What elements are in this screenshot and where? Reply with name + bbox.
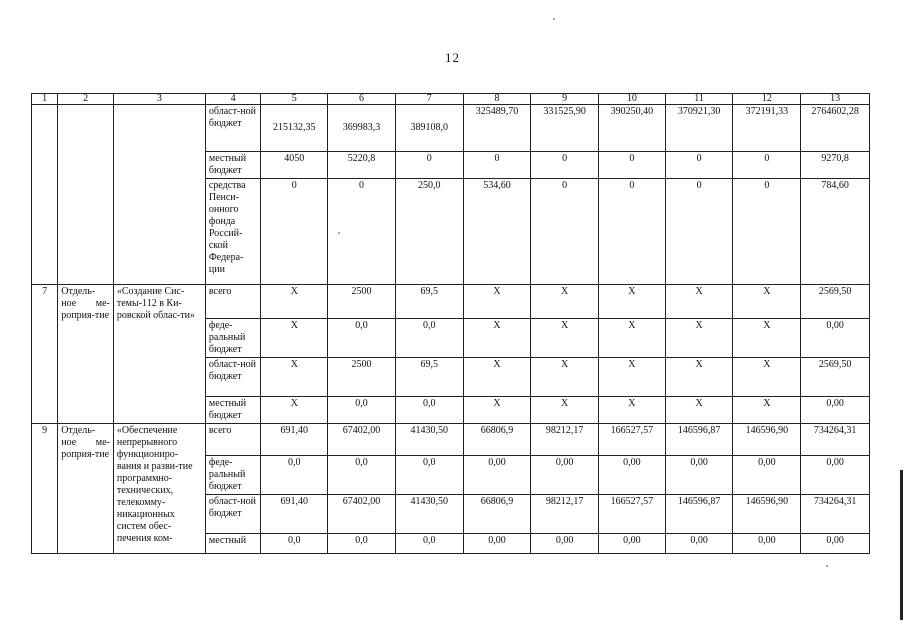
value-cell: 0,00	[599, 534, 666, 554]
value-cell: 4050	[261, 152, 328, 179]
value-cell: 0,0	[328, 534, 396, 554]
value-cell: 0,00	[463, 456, 531, 495]
table-row	[32, 285, 870, 319]
value-cell: X	[599, 358, 666, 397]
value-cell: 0,00	[665, 534, 733, 554]
event-type-cell	[58, 105, 114, 285]
column-header: 12	[733, 94, 801, 105]
column-header: 10	[599, 94, 666, 105]
row-number-cell	[32, 105, 58, 285]
funding-source-cell: средства Пенси-онного фонда Россий-ской Федера-ции	[205, 179, 261, 285]
funding-source-cell: феде-ральный бюджет	[205, 456, 261, 495]
value-cell: 2764602,28	[801, 105, 870, 152]
value-cell: X	[733, 397, 801, 424]
event-name-cell	[113, 105, 205, 285]
funding-source-cell: феде-ральный бюджет	[205, 319, 261, 358]
row-number-cell: 7	[32, 285, 58, 424]
scan-speck	[826, 565, 828, 567]
column-header: 8	[463, 94, 531, 105]
value-cell: 0	[531, 179, 599, 285]
value-cell: 67402,00	[328, 495, 396, 534]
value-cell: 0,00	[463, 534, 531, 554]
column-header: 6	[328, 94, 396, 105]
funding-source-cell: местный	[205, 534, 261, 554]
value-cell: 2569,50	[801, 358, 870, 397]
value-cell: 9270,8	[801, 152, 870, 179]
value-cell: 325489,70	[463, 105, 531, 152]
funding-source-cell: местный бюджет	[205, 152, 261, 179]
value-cell: 0	[733, 179, 801, 285]
value-cell: X	[665, 397, 733, 424]
value-cell: 2500	[328, 358, 396, 397]
column-header: 9	[531, 94, 599, 105]
value-cell: 67402,00	[328, 424, 396, 456]
value-cell: 98212,17	[531, 424, 599, 456]
value-cell: 146596,90	[733, 495, 801, 534]
value-cell: 369983,3	[328, 105, 396, 152]
value-cell: 0	[531, 152, 599, 179]
value-cell: X	[665, 319, 733, 358]
value-cell: 0,00	[531, 456, 599, 495]
value-cell: X	[261, 319, 328, 358]
value-cell: 215132,35	[261, 105, 328, 152]
value-cell: X	[261, 358, 328, 397]
value-cell: 0	[328, 179, 396, 285]
event-name-cell: «Обеспечение непрерывного функциониро-вания и разви-тие программно-технических, телекомму-никационных систем обес-печения ком-	[113, 424, 205, 554]
value-cell: X	[463, 397, 531, 424]
value-cell: 0,00	[801, 534, 870, 554]
value-cell: X	[261, 285, 328, 319]
funding-source-cell: област-ной бюджет	[205, 105, 261, 152]
value-cell: X	[665, 285, 733, 319]
value-cell: 250,0	[395, 179, 463, 285]
value-cell: X	[733, 319, 801, 358]
value-cell: X	[463, 285, 531, 319]
column-header: 2	[58, 94, 114, 105]
value-cell: 146596,87	[665, 424, 733, 456]
table-row	[32, 424, 870, 456]
value-cell: 69,5	[395, 358, 463, 397]
column-header: 3	[113, 94, 205, 105]
value-cell: 0	[395, 152, 463, 179]
value-cell: X	[733, 358, 801, 397]
value-cell: 784,60	[801, 179, 870, 285]
value-cell: 534,60	[463, 179, 531, 285]
value-cell: 0	[463, 152, 531, 179]
table-row	[32, 105, 870, 152]
value-cell: 0,00	[733, 456, 801, 495]
value-cell: 0,00	[801, 319, 870, 358]
value-cell: 0,0	[261, 456, 328, 495]
value-cell: X	[531, 397, 599, 424]
value-cell: X	[463, 319, 531, 358]
column-header: 5	[261, 94, 328, 105]
scan-speck	[553, 18, 555, 20]
value-cell: X	[665, 358, 733, 397]
value-cell: X	[531, 358, 599, 397]
value-cell: 66806,9	[463, 495, 531, 534]
value-cell: 69,5	[395, 285, 463, 319]
value-cell: 98212,17	[531, 495, 599, 534]
column-header: 1	[32, 94, 58, 105]
event-name-cell: «Создание Сис-темы-112 в Ки-ровской облас-ти»	[113, 285, 205, 424]
value-cell: 0,00	[801, 456, 870, 495]
row-number-cell: 9	[32, 424, 58, 554]
value-cell: 691,40	[261, 424, 328, 456]
value-cell: X	[599, 397, 666, 424]
value-cell: 0,00	[801, 397, 870, 424]
value-cell: 41430,50	[395, 495, 463, 534]
funding-source-cell: област-ной бюджет	[205, 495, 261, 534]
value-cell: 146596,90	[733, 424, 801, 456]
value-cell: X	[733, 285, 801, 319]
value-cell: X	[531, 319, 599, 358]
value-cell: 0	[261, 179, 328, 285]
value-cell: 691,40	[261, 495, 328, 534]
value-cell: 0,0	[261, 534, 328, 554]
value-cell: 0,0	[328, 319, 396, 358]
value-cell: 0,00	[599, 456, 666, 495]
value-cell: 0,00	[531, 534, 599, 554]
value-cell: 0,00	[733, 534, 801, 554]
value-cell: X	[261, 397, 328, 424]
value-cell: 146596,87	[665, 495, 733, 534]
value-cell: 0	[665, 179, 733, 285]
value-cell: 390250,40	[599, 105, 666, 152]
funding-source-cell: всего	[205, 285, 261, 319]
value-cell: 0	[665, 152, 733, 179]
value-cell: 166527,57	[599, 424, 666, 456]
value-cell: 2569,50	[801, 285, 870, 319]
value-cell: 66806,9	[463, 424, 531, 456]
value-cell: 0,0	[328, 397, 396, 424]
value-cell: 0	[733, 152, 801, 179]
value-cell: X	[531, 285, 599, 319]
scan-speck	[338, 232, 340, 234]
event-type-cell: Отдель-ное ме-роприя-тие	[58, 424, 114, 554]
value-cell: 389108,0	[395, 105, 463, 152]
column-header: 7	[395, 94, 463, 105]
value-cell: X	[599, 285, 666, 319]
value-cell: 2500	[328, 285, 396, 319]
funding-source-cell: местный бюджет	[205, 397, 261, 424]
value-cell: 372191,33	[733, 105, 801, 152]
column-header: 11	[665, 94, 733, 105]
column-number-row	[32, 94, 870, 105]
funding-source-cell: област-ной бюджет	[205, 358, 261, 397]
value-cell: 0,00	[665, 456, 733, 495]
value-cell: 41430,50	[395, 424, 463, 456]
scan-edge-line	[900, 470, 903, 620]
value-cell: 0,0	[395, 534, 463, 554]
value-cell: 5220,8	[328, 152, 396, 179]
value-cell: 331525,90	[531, 105, 599, 152]
value-cell: X	[599, 319, 666, 358]
value-cell: 370921,30	[665, 105, 733, 152]
value-cell: X	[463, 358, 531, 397]
value-cell: 734264,31	[801, 424, 870, 456]
value-cell: 0	[599, 152, 666, 179]
value-cell: 166527,57	[599, 495, 666, 534]
value-cell: 0,0	[395, 397, 463, 424]
column-header: 13	[801, 94, 870, 105]
page-number: 12	[445, 50, 460, 65]
value-cell: 0	[599, 179, 666, 285]
value-cell: 0,0	[395, 456, 463, 495]
funding-source-cell: всего	[205, 424, 261, 456]
column-header: 4	[205, 94, 261, 105]
value-cell: 0,0	[395, 319, 463, 358]
budget-table	[31, 93, 870, 554]
value-cell: 734264,31	[801, 495, 870, 534]
value-cell: 0,0	[328, 456, 396, 495]
event-type-cell: Отдель-ное ме-роприя-тие	[58, 285, 114, 424]
